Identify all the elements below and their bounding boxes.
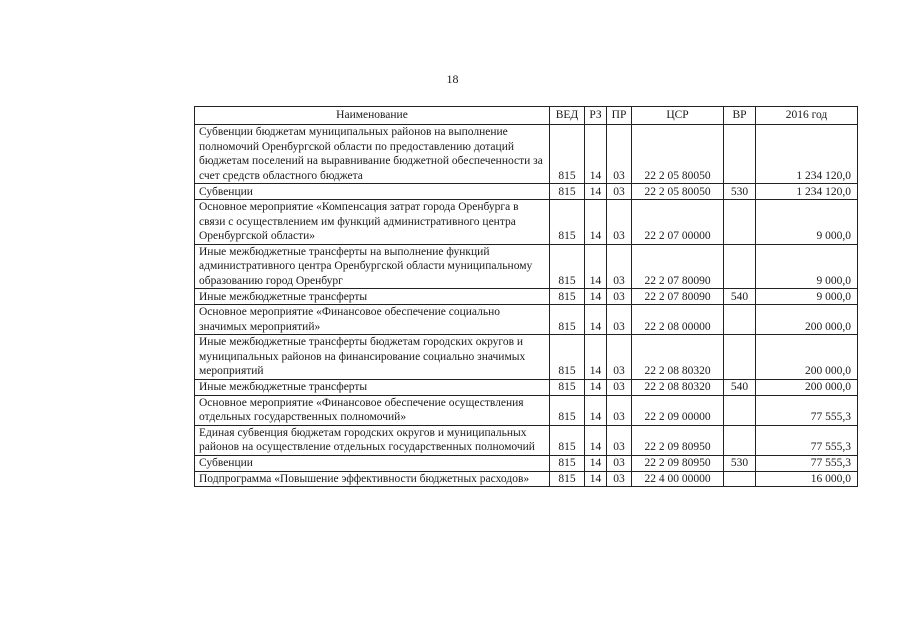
table-row — [195, 184, 858, 200]
row-vr — [724, 244, 756, 289]
table-row — [195, 425, 858, 455]
row-csr: 22 4 00 00000 — [632, 471, 724, 487]
row-amount: 1 234 120,0 — [756, 125, 858, 184]
row-csr: 22 2 08 80320 — [632, 335, 724, 380]
row-ved: 815 — [550, 289, 585, 305]
table-row — [195, 244, 858, 289]
header-csr: ЦСР — [632, 107, 724, 125]
row-amount: 9 000,0 — [756, 200, 858, 245]
table-row — [195, 455, 858, 471]
row-pr: 03 — [607, 335, 632, 380]
row-csr: 22 2 07 80090 — [632, 244, 724, 289]
row-rz: 14 — [585, 455, 607, 471]
budget-table — [194, 106, 858, 487]
row-ved: 815 — [550, 200, 585, 245]
row-rz: 14 — [585, 244, 607, 289]
row-csr: 22 2 08 80320 — [632, 379, 724, 395]
row-ved: 815 — [550, 379, 585, 395]
row-ved: 815 — [550, 425, 585, 455]
row-name: Субвенции — [195, 455, 550, 471]
table-row — [195, 471, 858, 487]
row-rz: 14 — [585, 425, 607, 455]
row-name: Основное мероприятие «Компенсация затрат города Оренбурга в связи с осуществлением им функций административного центра Оренбургской области» — [195, 200, 550, 245]
row-ved: 815 — [550, 184, 585, 200]
row-rz: 14 — [585, 305, 607, 335]
row-amount: 9 000,0 — [756, 289, 858, 305]
row-vr — [724, 335, 756, 380]
row-rz: 14 — [585, 125, 607, 184]
row-csr: 22 2 05 80050 — [632, 125, 724, 184]
row-ved: 815 — [550, 305, 585, 335]
row-csr: 22 2 07 80090 — [632, 289, 724, 305]
row-pr: 03 — [607, 425, 632, 455]
row-amount: 9 000,0 — [756, 244, 858, 289]
row-name: Иные межбюджетные трансферты — [195, 379, 550, 395]
header-ved: ВЕД — [550, 107, 585, 125]
row-ved: 815 — [550, 455, 585, 471]
row-ved: 815 — [550, 244, 585, 289]
row-pr: 03 — [607, 125, 632, 184]
table-row — [195, 125, 858, 184]
row-pr: 03 — [607, 184, 632, 200]
row-vr — [724, 395, 756, 425]
header-pr: ПР — [607, 107, 632, 125]
row-vr: 540 — [724, 379, 756, 395]
row-rz: 14 — [585, 471, 607, 487]
page-number: 18 — [446, 72, 459, 86]
row-rz: 14 — [585, 335, 607, 380]
table-row — [195, 305, 858, 335]
row-name: Иные межбюджетные трансферты бюджетам городских округов и муниципальных районов на финансирование социально значимых мероприятий — [195, 335, 550, 380]
row-amount: 200 000,0 — [756, 335, 858, 380]
row-pr: 03 — [607, 305, 632, 335]
row-csr: 22 2 09 00000 — [632, 395, 724, 425]
row-name: Подпрограмма «Повышение эффективности бюджетных расходов» — [195, 471, 550, 487]
table-row — [195, 200, 858, 245]
table-row — [195, 289, 858, 305]
row-rz: 14 — [585, 200, 607, 245]
row-csr: 22 2 09 80950 — [632, 425, 724, 455]
row-pr: 03 — [607, 200, 632, 245]
header-rz: РЗ — [585, 107, 607, 125]
row-csr: 22 2 05 80050 — [632, 184, 724, 200]
row-amount: 200 000,0 — [756, 379, 858, 395]
header-name: Наименование — [195, 107, 550, 125]
row-ved: 815 — [550, 395, 585, 425]
row-pr: 03 — [607, 379, 632, 395]
row-amount: 16 000,0 — [756, 471, 858, 487]
row-name: Иные межбюджетные трансферты — [195, 289, 550, 305]
row-rz: 14 — [585, 379, 607, 395]
row-vr — [724, 125, 756, 184]
row-name: Основное мероприятие «Финансовое обеспечение социально значимых мероприятий» — [195, 305, 550, 335]
row-name: Субвенции бюджетам муниципальных районов на выполнение полномочий Оренбургской области по предоставлению дотаций бюджетам поселений на выравнивание бюджетной обеспеченности за счет средств областного бюджета — [195, 125, 550, 184]
row-csr: 22 2 09 80950 — [632, 455, 724, 471]
row-amount: 77 555,3 — [756, 455, 858, 471]
row-vr — [724, 200, 756, 245]
row-ved: 815 — [550, 125, 585, 184]
row-pr: 03 — [607, 455, 632, 471]
row-name: Иные межбюджетные трансферты на выполнение функций административного центра Оренбургской области муниципальному образованию город Оренбург — [195, 244, 550, 289]
table-body — [195, 125, 858, 487]
row-name: Основное мероприятие «Финансовое обеспечение осуществления отдельных государственных полномочий» — [195, 395, 550, 425]
row-vr: 530 — [724, 455, 756, 471]
row-ved: 815 — [550, 471, 585, 487]
row-pr: 03 — [607, 289, 632, 305]
row-amount: 77 555,3 — [756, 425, 858, 455]
row-rz: 14 — [585, 184, 607, 200]
table-row — [195, 379, 858, 395]
row-pr: 03 — [607, 471, 632, 487]
row-ved: 815 — [550, 335, 585, 380]
row-rz: 14 — [585, 289, 607, 305]
row-vr — [724, 305, 756, 335]
row-vr: 530 — [724, 184, 756, 200]
row-csr: 22 2 07 00000 — [632, 200, 724, 245]
row-pr: 03 — [607, 244, 632, 289]
row-csr: 22 2 08 00000 — [632, 305, 724, 335]
row-amount: 77 555,3 — [756, 395, 858, 425]
header-vr: ВР — [724, 107, 756, 125]
row-name: Единая субвенция бюджетам городских округов и муниципальных районов на осуществление отдельных государственных полномочий — [195, 425, 550, 455]
row-vr — [724, 471, 756, 487]
table-header-row — [195, 107, 858, 125]
row-amount: 1 234 120,0 — [756, 184, 858, 200]
row-amount: 200 000,0 — [756, 305, 858, 335]
row-vr: 540 — [724, 289, 756, 305]
row-rz: 14 — [585, 395, 607, 425]
row-name: Субвенции — [195, 184, 550, 200]
row-vr — [724, 425, 756, 455]
table-row — [195, 335, 858, 380]
row-pr: 03 — [607, 395, 632, 425]
header-year: 2016 год — [756, 107, 858, 125]
table-row — [195, 395, 858, 425]
